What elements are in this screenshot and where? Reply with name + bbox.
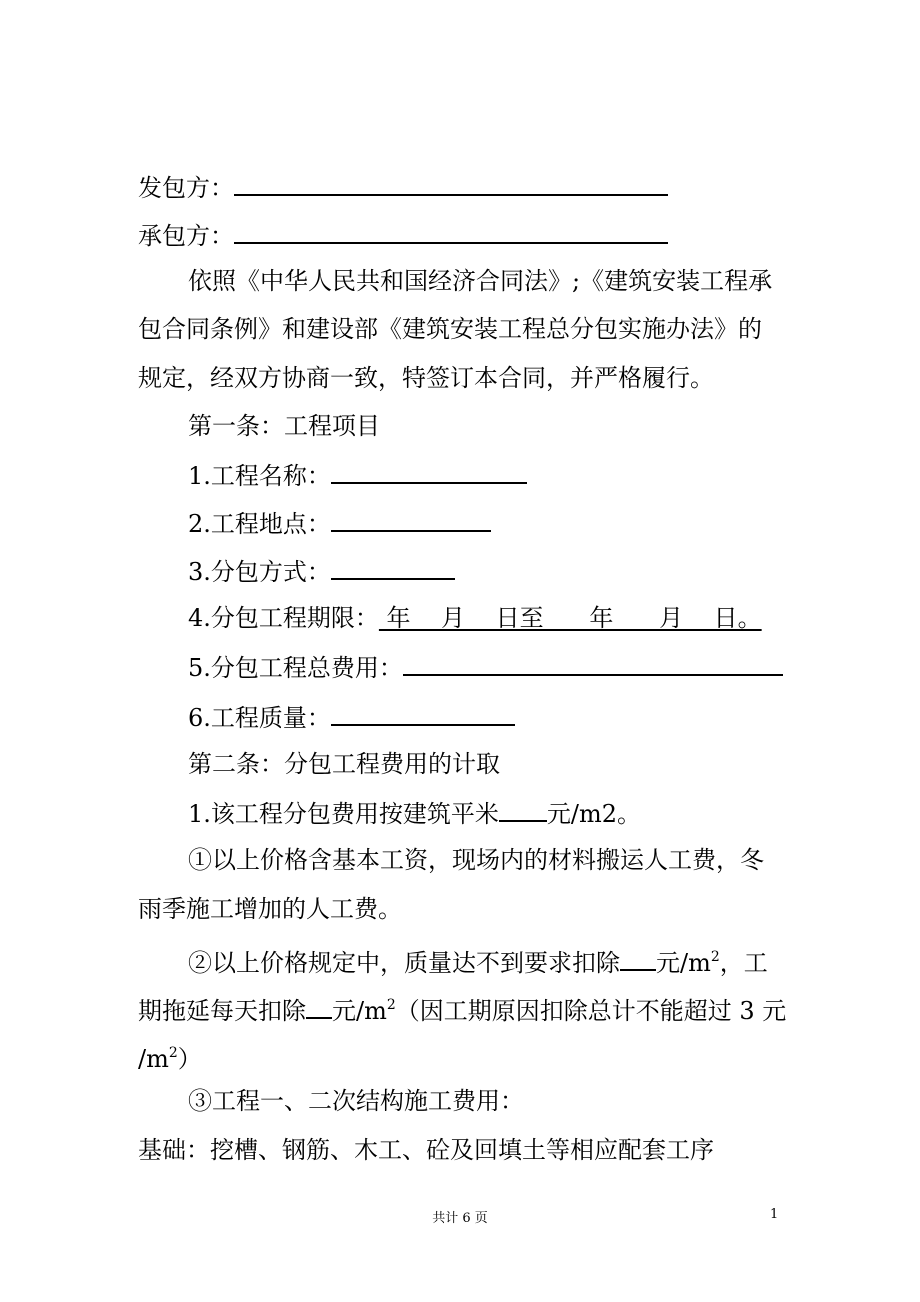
preamble-line-1: 依照《中华人民共和国经济合同法》;《建筑安装工程承 [188,267,773,295]
item-3-label: 3.分包方式： [188,558,331,586]
item-4-label: 4.分包工程期限： [188,604,379,632]
note-2-sup: 2 [710,949,720,965]
note-2-line-3-a: /m [138,1045,169,1073]
note-2-blank-1 [620,945,656,971]
note-2-blank-2 [306,993,332,1019]
item-4-value: 年 月 日至 年 月 日。 [378,604,762,632]
item-6-line [188,700,515,734]
item-5-label: 5.分包工程总费用： [188,654,403,682]
foundation-line: 基础：挖槽、钢筋、木工、砼及回填土等相应配套工序 [138,1136,714,1164]
item-1-label: 1.工程名称： [188,462,331,490]
footer-total-pages: 共计 6 页 [432,1211,488,1226]
note-2-line-1 [188,941,768,979]
footer-page-number: 1 [770,1207,779,1222]
fee-1-blank [499,796,547,822]
note-2-line-2-c: （因工期原因扣除总计不能超过 3 元 [395,997,787,1025]
note-2-line-2-a: 期拖延每天扣除 [138,997,306,1025]
preamble-line-3: 规定，经双方协商一致，特签订本合同，并严格履行。 [138,364,714,392]
item-5-blank [403,650,783,676]
item-6-label: 6.工程质量： [188,704,331,732]
preamble-line-2: 包合同条例》和建设部《建筑安装工程总分包实施办法》的 [138,315,762,343]
article-1-title: 第一条：工程项目 [188,412,380,440]
note-2-line-2 [138,989,786,1027]
employer-blank [234,170,668,196]
fee-1-before: 1.该工程分包费用按建筑平米 [188,800,499,828]
note-2-b: 元/m [656,949,711,977]
item-2-label: 2.工程地点： [188,510,331,538]
note-2-a: ②以上价格规定中，质量达不到要求扣除 [188,949,620,977]
contractor-label: 承包方： [138,222,234,250]
article-2-title: 第二条：分包工程费用的计取 [188,750,500,778]
note-1-line-2: 雨季施工增加的人工费。 [138,895,402,923]
contractor-blank [234,218,668,244]
item-1-line [188,458,527,492]
note-2-line-3-sup: 2 [168,1045,178,1061]
item-6-blank [331,700,515,726]
item-1-blank [331,458,527,484]
contractor-line [138,218,668,252]
note-2-line-2-b: 元/m [332,997,387,1025]
note-2-line-3 [138,1037,202,1075]
fee-1-line [188,796,641,830]
fee-1-after: 元/m2。 [546,800,642,828]
employer-line [138,170,668,204]
note-2-line-3-b: ） [177,1045,202,1073]
note-3-line: ③工程一、二次结构施工费用： [188,1087,524,1115]
note-2-line-2-sup: 2 [386,997,396,1013]
note-1-line-1: ①以上价格含基本工资，现场内的材料搬运人工费，冬 [188,846,764,874]
item-5-line [188,650,783,684]
employer-label: 发包方： [138,174,234,202]
item-3-blank [331,554,455,580]
item-4-line [188,602,762,634]
note-2-c: ，工 [719,949,768,977]
item-2-line [188,506,491,540]
item-3-line [188,554,455,588]
item-2-blank [331,506,491,532]
